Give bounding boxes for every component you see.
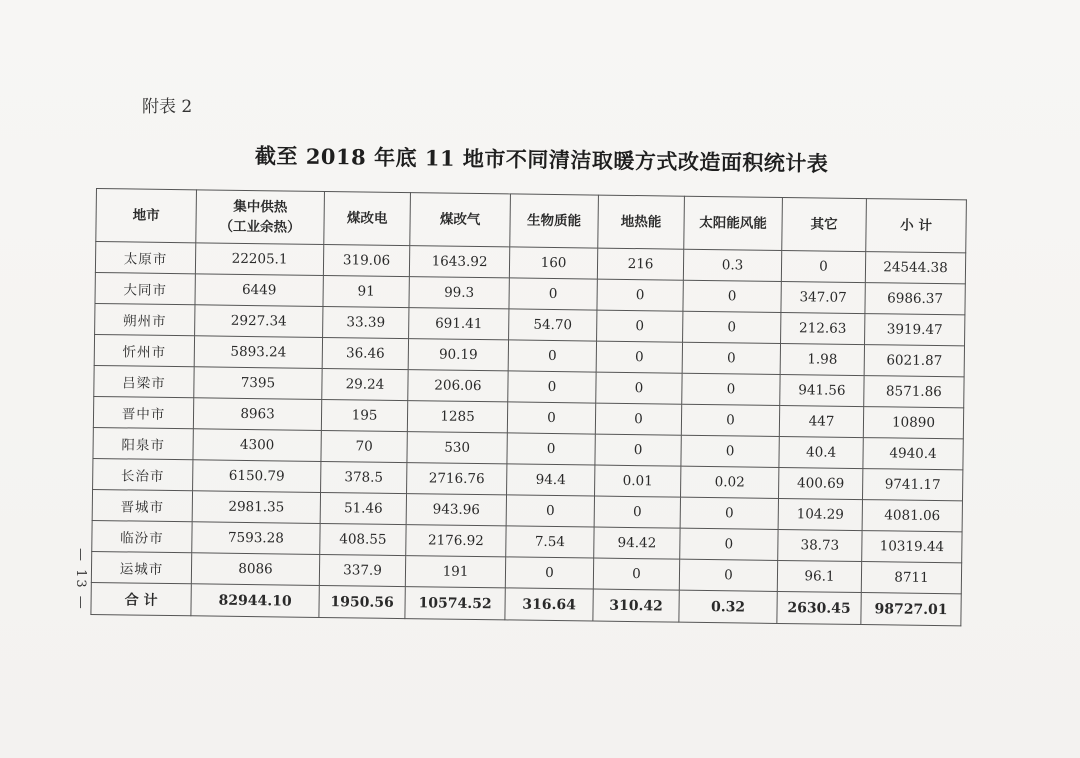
cell-solar-wind: 0 xyxy=(683,311,781,343)
cell-city: 阳泉市 xyxy=(93,427,193,459)
cell-subtotal: 6986.37 xyxy=(865,283,965,315)
cell-geothermal: 0 xyxy=(596,341,682,373)
cell-city: 晋中市 xyxy=(93,396,193,428)
cell-coal-to-gas: 2716.76 xyxy=(407,463,507,495)
cell-biomass: 0 xyxy=(507,433,595,465)
cell-coal-to-gas: 943.96 xyxy=(406,494,506,526)
cell-city: 太原市 xyxy=(95,242,195,274)
cell-subtotal: 3919.47 xyxy=(865,314,965,346)
cell-subtotal: 8711 xyxy=(861,562,961,594)
cell-central-heating: 2981.35 xyxy=(192,491,320,524)
cell-biomass: 7.54 xyxy=(506,526,594,558)
cell-central-heating: 7593.28 xyxy=(192,522,320,555)
header-biomass: 生物质能 xyxy=(510,194,599,248)
cell-city: 晋城市 xyxy=(92,489,192,521)
cell-coal-to-gas: 1285 xyxy=(407,401,507,433)
cell-coal-to-gas: 1643.92 xyxy=(409,246,509,278)
cell-coal-to-gas: 2176.92 xyxy=(406,525,506,557)
cell-other: 104.29 xyxy=(778,498,862,530)
cell-biomass: 54.70 xyxy=(509,309,597,341)
statistics-table-wrapper xyxy=(90,188,966,626)
cell-geothermal: 0.01 xyxy=(595,465,681,497)
cell-geothermal: 216 xyxy=(597,248,683,280)
total-cell-solar-wind: 0.32 xyxy=(679,590,777,623)
cell-biomass: 0 xyxy=(507,402,595,434)
cell-coal-to-electric: 51.46 xyxy=(320,492,406,524)
header-coal-to-gas: 煤改气 xyxy=(410,193,511,247)
cell-other: 1.98 xyxy=(780,343,864,375)
cell-biomass: 0 xyxy=(506,495,594,527)
cell-subtotal: 8571.86 xyxy=(864,376,964,408)
cell-solar-wind: 0 xyxy=(679,559,777,591)
cell-subtotal: 10890 xyxy=(863,407,963,439)
cell-geothermal: 0 xyxy=(594,496,680,528)
cell-geothermal: 0 xyxy=(597,279,683,311)
total-cell-subtotal: 98727.01 xyxy=(861,593,961,626)
cell-city: 长治市 xyxy=(93,458,193,490)
header-city: 地市 xyxy=(96,189,197,243)
cell-city: 大同市 xyxy=(95,272,195,304)
cell-solar-wind: 0.3 xyxy=(683,249,781,281)
cell-solar-wind: 0.02 xyxy=(681,466,779,498)
cell-coal-to-electric: 195 xyxy=(321,399,407,431)
cell-coal-to-gas: 691.41 xyxy=(409,308,509,340)
header-subtotal: 小 计 xyxy=(866,199,967,253)
cell-solar-wind: 0 xyxy=(682,342,780,374)
cell-coal-to-gas: 530 xyxy=(407,432,507,464)
cell-solar-wind: 0 xyxy=(683,280,781,312)
total-cell-other: 2630.45 xyxy=(777,591,861,624)
cell-central-heating: 6449 xyxy=(195,274,323,307)
cell-coal-to-electric: 319.06 xyxy=(323,244,409,276)
annex-label: 附表 2 xyxy=(142,97,193,117)
cell-solar-wind: 0 xyxy=(680,528,778,560)
cell-coal-to-electric: 70 xyxy=(321,430,407,462)
cell-coal-to-gas: 206.06 xyxy=(408,370,508,402)
cell-other: 347.07 xyxy=(781,281,865,313)
cell-central-heating: 22205.1 xyxy=(195,243,323,276)
cell-subtotal: 24544.38 xyxy=(865,252,965,284)
table-body xyxy=(91,242,966,626)
cell-subtotal: 6021.87 xyxy=(864,345,964,377)
header-other: 其它 xyxy=(782,197,867,251)
cell-geothermal: 0 xyxy=(596,372,682,404)
cell-central-heating: 7395 xyxy=(194,367,322,400)
cell-biomass: 0 xyxy=(505,557,593,589)
cell-biomass: 94.4 xyxy=(507,464,595,496)
cell-biomass: 0 xyxy=(508,340,596,372)
cell-geothermal: 0 xyxy=(597,310,683,342)
header-coal-to-electric: 煤改电 xyxy=(324,191,411,245)
cell-other: 941.56 xyxy=(780,374,864,406)
cell-central-heating: 2927.34 xyxy=(195,305,323,338)
total-cell-central-heating: 82944.10 xyxy=(191,584,319,618)
cell-other: 38.73 xyxy=(778,529,862,561)
header-solar-wind: 太阳能风能 xyxy=(684,196,783,250)
cell-subtotal: 4940.4 xyxy=(863,438,963,470)
cell-city: 朔州市 xyxy=(95,303,195,335)
page-number: — 13 — xyxy=(73,548,88,611)
cell-coal-to-gas: 90.19 xyxy=(408,339,508,371)
cell-coal-to-gas: 99.3 xyxy=(409,277,509,309)
cell-coal-to-electric: 337.9 xyxy=(319,554,405,586)
total-cell-coal-to-electric: 1950.56 xyxy=(319,585,405,618)
table-title: 截至 2018 年底 11 地市不同清洁取暖方式改造面积统计表 xyxy=(254,143,829,177)
cell-city: 忻州市 xyxy=(94,334,194,366)
cell-biomass: 160 xyxy=(509,247,597,279)
cell-central-heating: 6150.79 xyxy=(193,460,321,493)
total-cell-city: 合 计 xyxy=(91,582,191,615)
cell-other: 400.69 xyxy=(778,467,862,499)
total-cell-geothermal: 310.42 xyxy=(593,589,679,622)
cell-central-heating: 5893.24 xyxy=(194,336,322,369)
cell-coal-to-electric: 91 xyxy=(323,275,409,307)
cell-other: 0 xyxy=(781,250,865,282)
cell-geothermal: 0 xyxy=(595,434,681,466)
header-geothermal: 地热能 xyxy=(598,195,685,249)
cell-city: 吕梁市 xyxy=(94,365,194,397)
cell-central-heating: 8963 xyxy=(193,398,321,431)
cell-coal-to-electric: 36.46 xyxy=(322,337,408,369)
cell-biomass: 0 xyxy=(508,371,596,403)
cell-geothermal: 94.42 xyxy=(594,527,680,559)
cell-biomass: 0 xyxy=(509,278,597,310)
cell-other: 447 xyxy=(779,405,863,437)
cell-subtotal: 10319.44 xyxy=(862,531,962,563)
cell-geothermal: 0 xyxy=(595,403,681,435)
cell-other: 96.1 xyxy=(777,560,861,592)
cell-coal-to-electric: 33.39 xyxy=(323,306,409,338)
cell-coal-to-gas: 191 xyxy=(405,556,505,588)
cell-central-heating: 8086 xyxy=(191,553,319,586)
statistics-table xyxy=(90,188,967,626)
cell-city: 运城市 xyxy=(91,551,191,583)
cell-coal-to-electric: 378.5 xyxy=(321,461,407,493)
cell-solar-wind: 0 xyxy=(682,373,780,405)
header-central-heating: 集中供热 （工业余热） xyxy=(196,190,325,245)
cell-other: 212.63 xyxy=(781,312,865,344)
cell-other: 40.4 xyxy=(779,436,863,468)
cell-central-heating: 4300 xyxy=(193,429,321,462)
cell-solar-wind: 0 xyxy=(681,435,779,467)
total-cell-biomass: 316.64 xyxy=(505,588,593,621)
cell-geothermal: 0 xyxy=(593,558,679,590)
cell-city: 临汾市 xyxy=(92,520,192,552)
cell-solar-wind: 0 xyxy=(681,404,779,436)
cell-subtotal: 9741.17 xyxy=(862,469,962,501)
cell-coal-to-electric: 408.55 xyxy=(320,523,406,555)
cell-coal-to-electric: 29.24 xyxy=(322,368,408,400)
cell-subtotal: 4081.06 xyxy=(862,500,962,532)
total-cell-coal-to-gas: 10574.52 xyxy=(405,587,505,620)
cell-solar-wind: 0 xyxy=(680,497,778,529)
